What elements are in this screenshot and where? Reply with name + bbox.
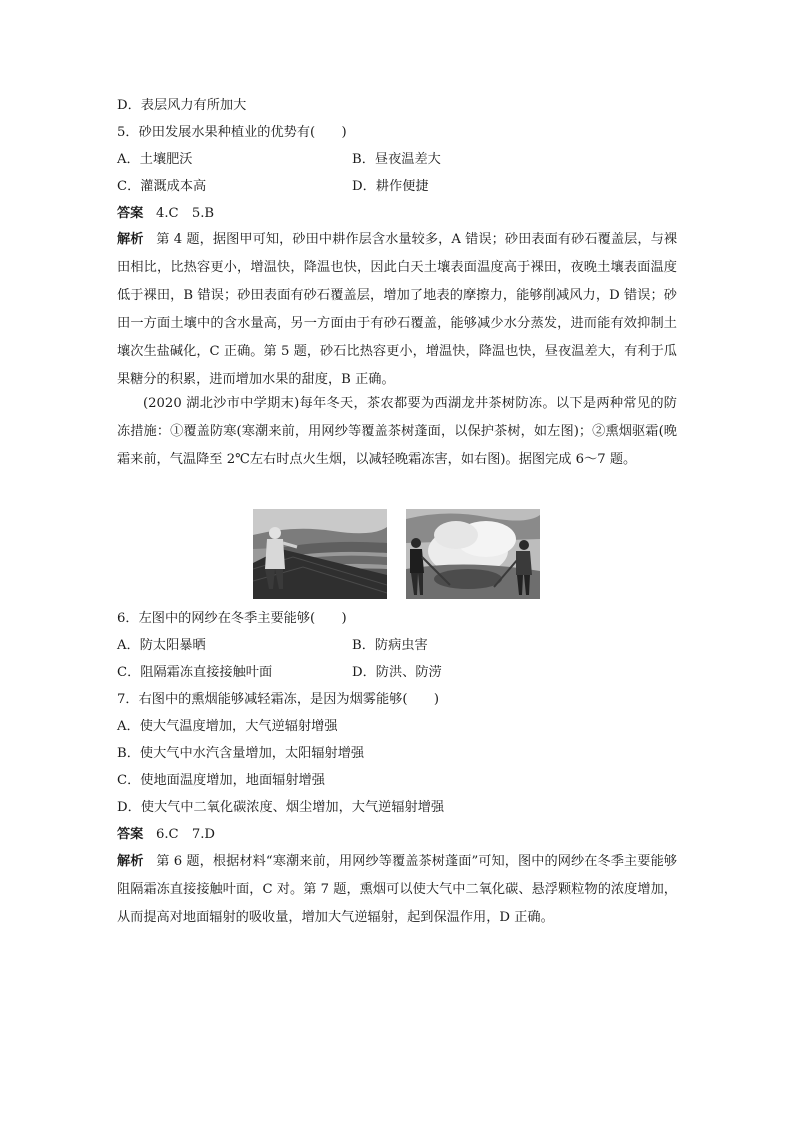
- answer-block-2: [117, 825, 215, 845]
- material-intro: [117, 390, 677, 474]
- left-photo-net-cover: [253, 509, 387, 599]
- q4-option-d: D．表层风力有所加大: [117, 98, 247, 113]
- answer-label: 答案: [117, 206, 144, 221]
- q5-option-b: B．昼夜温差大: [352, 152, 441, 167]
- q6-option-d: D．防洪、防涝: [352, 665, 442, 680]
- q6-option-c: C．阻隔霜冻直接接触叶面: [117, 665, 273, 680]
- q5-option-c: C．灌溉成本高: [117, 179, 207, 194]
- analysis-label: 解析: [117, 854, 144, 869]
- analysis-text: 第 4 题，据图甲可知，砂田中耕作层含水量较多，A 错误；砂田表面有砂石覆盖层，与裸田相比，比热容更小，增温快，降温也快，因此白天土壤表面温度高于裸田，夜晚土壤表面温度低于裸田，B 错误；砂田表面有砂石覆盖层，增加了地表的摩擦力，能够削减风力，D 错误；砂田一方面土壤中的含水量高，另一方面由于有砂石覆盖，能够减少水分蒸发，进而能有效抑制土壤次生盐碱化，C 正确。第 5 题，砂石比热容更小，增温快，降温也快，昼夜温差大，有利于瓜果糖分的积累，进而增加水果的甜度，B 正确。: [117, 232, 678, 387]
- q7-option-a: A．使大气温度增加，大气逆辐射增强: [117, 719, 338, 734]
- material-intro-text: (2020 湖北沙市中学期末)每年冬天，茶农都要为西湖龙井茶树防冻。以下是两种常见的防冻措施：①覆盖防寒(寒潮来前，用网纱等覆盖茶树蓬面，以保护茶树，如左图)；②熏烟驱霜(晚霜来前，气温降至 2℃左右时点火生烟，以减轻晚霜冻害，如右图)。据图完成 6～7 题。: [117, 396, 677, 467]
- q6-option-b: B．防病虫害: [352, 638, 428, 653]
- q5-option-d: D．耕作便捷: [352, 179, 429, 194]
- answer-label: 答案: [117, 827, 144, 842]
- answer-text: 6.C 7.D: [155, 827, 215, 842]
- analysis-text: 第 6 题，根据材料“寒潮来前，用网纱等覆盖茶树蓬面”可知，图中的网纱在冬季主要能够阻隔霜冻直接接触叶面，C 对。第 7 题，熏烟可以使大气中二氧化碳、悬浮颗粒物的浓度增加，从而提高对地面辐射的吸收量，增加大气逆辐射，起到保温作用，D 正确。: [117, 854, 678, 925]
- right-photo-smoke-fire: [406, 509, 540, 599]
- answer-text: 4.C 5.B: [155, 206, 215, 221]
- q5-option-a: A．土壤肥沃: [117, 152, 193, 167]
- q7-option-d: D．使大气中二氧化碳浓度、烟尘增加，大气逆辐射增强: [117, 800, 445, 815]
- q7-stem: 7．右图中的熏烟能够减轻霜冻，是因为烟雾能够( ): [117, 692, 439, 707]
- q7-option-b: B．使大气中水汽含量增加，太阳辐射增强: [117, 746, 365, 761]
- q5-stem: 5．砂田发展水果种植业的优势有( ): [117, 125, 347, 140]
- analysis-label: 解析: [117, 232, 144, 247]
- analysis-block-1: [117, 226, 677, 394]
- q6-option-a: A．防太阳暴晒: [117, 638, 206, 653]
- q6-stem: 6．左图中的网纱在冬季主要能够( ): [117, 611, 347, 626]
- analysis-block-2: [117, 848, 677, 932]
- answer-block-1: [117, 204, 214, 224]
- q7-option-c: C．使地面温度增加，地面辐射增强: [117, 773, 325, 788]
